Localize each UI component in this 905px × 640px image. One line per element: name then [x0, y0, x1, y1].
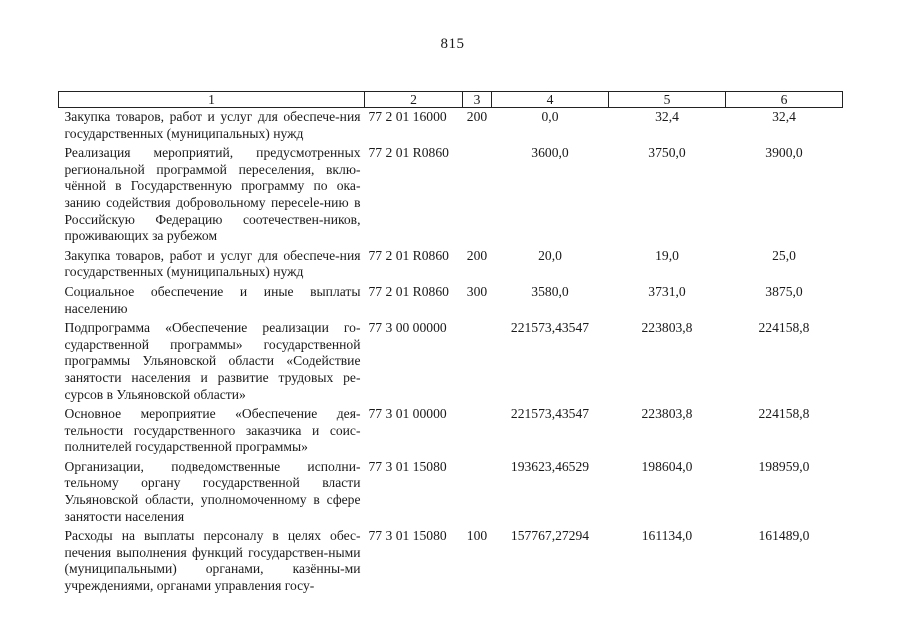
row-name: Закупка товаров, работ и услуг для обеспече-ния государственных (муниципальных) нужд — [64, 109, 361, 141]
row-amount-year-1: 193623,46529 — [510, 458, 590, 474]
budget-table — [58, 91, 843, 597]
row-amount-year-1: 20,0 — [538, 247, 562, 263]
row-code: 77 3 01 00000 — [368, 406, 447, 422]
row-amount-year-1: 221573,43547 — [510, 320, 590, 336]
table-header — [59, 92, 843, 108]
table-row — [59, 458, 843, 527]
row-expense-type: 100 — [466, 528, 488, 544]
row-amount-year-3: 25,0 — [772, 247, 796, 263]
row-amount-year-2: 161134,0 — [641, 528, 693, 544]
row-amount-year-1: 0,0 — [541, 109, 559, 124]
header-col-5: 5 — [609, 92, 726, 108]
row-name: Закупка товаров, работ и услуг для обеспече-ния государственных (муниципальных) нужд — [64, 247, 361, 280]
header-col-3: 3 — [463, 92, 492, 108]
row-amount-year-3: 161489,0 — [758, 528, 810, 544]
table-row — [59, 405, 843, 458]
row-name: Подпрограмма «Обеспечение реализации го-сударственной программы» государственной программы Ульяновской области «Содействие занятости населения и развитие трудовых ре-сурсов в Ульяновской области» — [64, 320, 361, 402]
row-expense-type — [463, 458, 492, 527]
row-code: 77 2 01 R0860 — [368, 283, 449, 299]
row-amount-year-1: 221573,43547 — [510, 406, 590, 422]
table-row — [59, 527, 843, 596]
row-code: 77 3 00 00000 — [368, 320, 447, 336]
row-expense-type — [463, 144, 492, 247]
row-expense-type: 200 — [466, 247, 488, 263]
row-amount-year-3: 32,4 — [772, 109, 796, 124]
row-amount-year-1: 3600,0 — [531, 145, 569, 161]
row-expense-type: 300 — [466, 283, 488, 299]
row-amount-year-2: 32,4 — [655, 109, 679, 124]
row-code: 77 3 01 15080 — [368, 458, 447, 474]
row-amount-year-2: 19,0 — [655, 247, 679, 263]
row-amount-year-2: 3731,0 — [648, 283, 686, 299]
row-amount-year-1: 3580,0 — [531, 283, 569, 299]
row-code: 77 2 01 R0860 — [368, 145, 449, 161]
row-name: Организации, подведомственные исполни-тельному органу государственной власти Ульяновской области, уполномоченному в сфере занятости населения — [64, 458, 361, 524]
row-amount-year-3: 3875,0 — [765, 283, 803, 299]
table-row — [59, 283, 843, 319]
row-amount-year-3: 198959,0 — [758, 458, 810, 474]
row-amount-year-3: 224158,8 — [758, 320, 810, 336]
table-row — [59, 144, 843, 247]
row-amount-year-1: 157767,27294 — [510, 528, 590, 544]
table-row — [59, 108, 843, 145]
table-row — [59, 319, 843, 405]
row-amount-year-2: 198604,0 — [641, 458, 693, 474]
row-amount-year-3: 224158,8 — [758, 406, 810, 422]
row-code: 77 2 01 16000 — [368, 109, 447, 124]
row-name: Расходы на выплаты персоналу в целях обес-печения выполнения функций государствен-ными (муниципальными) органами, казённы-ми учреждениями, органами управления госу- — [64, 528, 361, 594]
page-number: 815 — [440, 36, 465, 52]
row-expense-type: 200 — [466, 109, 488, 124]
row-expense-type — [463, 405, 492, 458]
row-amount-year-2: 3750,0 — [648, 145, 686, 161]
row-code: 77 2 01 R0860 — [368, 247, 449, 263]
row-amount-year-2: 223803,8 — [641, 406, 693, 422]
row-name: Основное мероприятие «Обеспечение дея-тельности государственного заказчика и соис-полнителей государственной программы» — [64, 406, 361, 455]
header-col-1: 1 — [59, 92, 365, 108]
row-amount-year-3: 3900,0 — [765, 145, 803, 161]
row-code: 77 3 01 15080 — [368, 528, 447, 544]
row-name: Социальное обеспечение и иные выплаты населению — [64, 283, 361, 316]
header-col-6: 6 — [726, 92, 843, 108]
table-row — [59, 247, 843, 283]
table-body — [59, 108, 843, 597]
header-col-2: 2 — [365, 92, 463, 108]
header-col-4: 4 — [492, 92, 609, 108]
row-name: Реализация мероприятий, предусмотренных региональной программой переселения, вклю-чённой в Государственную программу по ока-занию содействия добровольному пересele-нию в Российскую Федерацию соотечествен-ников, проживающих за рубежом — [64, 145, 361, 244]
row-amount-year-2: 223803,8 — [641, 320, 693, 336]
row-expense-type — [463, 319, 492, 405]
header-row — [59, 92, 843, 108]
